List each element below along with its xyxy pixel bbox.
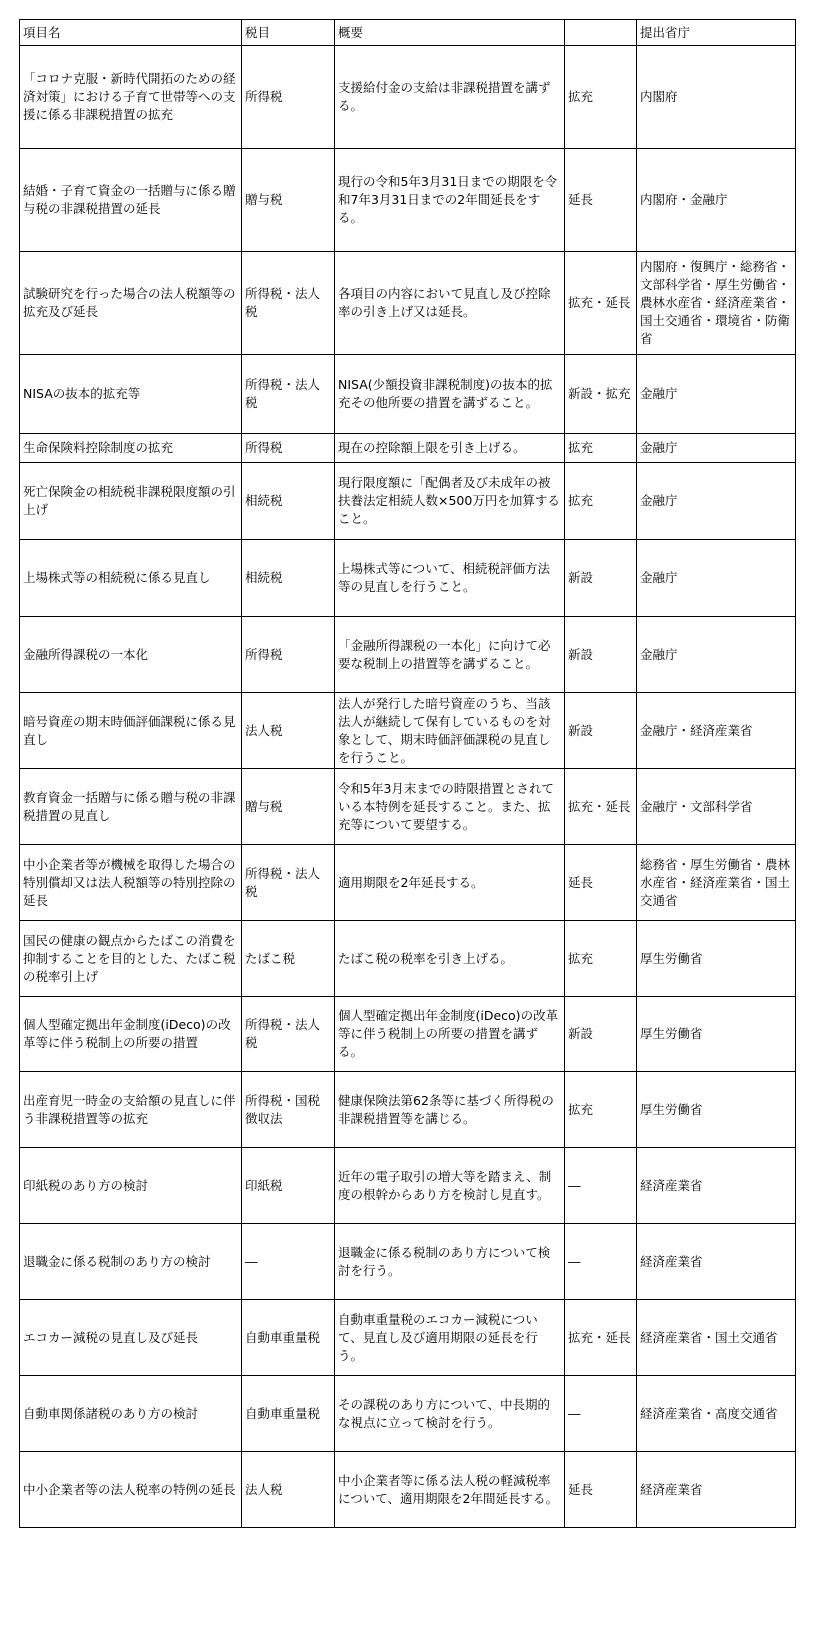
item-name-cell: 金融所得課税の一本化 (20, 617, 242, 693)
tax-type-cell: 印紙税 (242, 1148, 335, 1224)
table-row (20, 252, 796, 355)
ministry-cell: 金融庁 (637, 463, 796, 540)
item-name-cell: 上場株式等の相続税に係る見直し (20, 540, 242, 617)
ministry-cell: 金融庁 (637, 540, 796, 617)
header-row (20, 20, 796, 46)
table-row (20, 1452, 796, 1528)
ministry-cell: 経済産業省・高度交通省 (637, 1376, 796, 1452)
item-name-cell: 試験研究を行った場合の法人税額等の拡充及び延長 (20, 252, 242, 355)
tax-type-cell: 所得税 (242, 434, 335, 463)
item-name-cell: エコカー減税の見直し及び延長 (20, 1300, 242, 1376)
item-name-cell: 印紙税のあり方の検討 (20, 1148, 242, 1224)
table-row (20, 617, 796, 693)
item-name-cell: 死亡保険金の相続税非課税限度額の引上げ (20, 463, 242, 540)
table-row (20, 540, 796, 617)
header-tax-type: 税目 (242, 20, 335, 46)
tax-type-cell: 贈与税 (242, 769, 335, 845)
tax-type-cell: 相続税 (242, 463, 335, 540)
summary-cell: 個人型確定拠出年金制度(iDeco)の改革等に伴う税制上の所要の措置を講ずる。 (335, 997, 565, 1072)
item-name-cell: 中小企業者等が機械を取得した場合の特別償却又は法人税額等の特別控除の延長 (20, 845, 242, 921)
ministry-cell: 金融庁 (637, 355, 796, 434)
ministry-cell: 総務省・厚生労働省・農林水産省・経済産業省・国土交通省 (637, 845, 796, 921)
header-category (565, 20, 637, 46)
tax-type-cell: 所得税 (242, 617, 335, 693)
summary-cell: その課税のあり方について、中長期的な視点に立って検討を行う。 (335, 1376, 565, 1452)
category-cell: 延長 (565, 1452, 637, 1528)
summary-cell: 各項目の内容において見直し及び控除率の引き上げ又は延長。 (335, 252, 565, 355)
item-name-cell: 退職金に係る税制のあり方の検討 (20, 1224, 242, 1300)
item-name-cell: 国民の健康の観点からたばこの消費を抑制することを目的とした、たばこ税の税率引上げ (20, 921, 242, 997)
ministry-cell: 経済産業省 (637, 1224, 796, 1300)
table-row (20, 149, 796, 252)
header-item-name: 項目名 (20, 20, 242, 46)
summary-cell: 法人が発行した暗号資産のうち、当該法人が継続して保有しているものを対象として、期末時価評価課税の見直しを行うこと。 (335, 693, 565, 769)
table-row (20, 769, 796, 845)
category-cell: ― (565, 1224, 637, 1300)
ministry-cell: 内閣府 (637, 46, 796, 149)
summary-cell: 現在の控除額上限を引き上げる。 (335, 434, 565, 463)
ministry-cell: 経済産業省 (637, 1452, 796, 1528)
table-row (20, 1376, 796, 1452)
category-cell: 新設 (565, 617, 637, 693)
tax-type-cell: 所得税・法人税 (242, 355, 335, 434)
ministry-cell: 経済産業省 (637, 1148, 796, 1224)
ministry-cell: 金融庁 (637, 434, 796, 463)
summary-cell: 支援給付金の支給は非課税措置を講ずる。 (335, 46, 565, 149)
item-name-cell: 暗号資産の期末時価評価課税に係る見直し (20, 693, 242, 769)
table-row (20, 1224, 796, 1300)
category-cell: 拡充・延長 (565, 1300, 637, 1376)
tax-type-cell: 相続税 (242, 540, 335, 617)
category-cell: 延長 (565, 149, 637, 252)
table-row (20, 46, 796, 149)
tax-type-cell: 贈与税 (242, 149, 335, 252)
item-name-cell: NISAの抜本的拡充等 (20, 355, 242, 434)
tax-type-cell: たばこ税 (242, 921, 335, 997)
summary-cell: 適用期限を2年延長する。 (335, 845, 565, 921)
category-cell: 新設 (565, 693, 637, 769)
summary-cell: 令和5年3月末までの時限措置とされている本特例を延長すること。また、拡充等について要望する。 (335, 769, 565, 845)
summary-cell: 中小企業者等に係る法人税の軽減税率について、適用期限を2年間延長する。 (335, 1452, 565, 1528)
tax-type-cell: 所得税・法人税 (242, 997, 335, 1072)
category-cell: 拡充 (565, 434, 637, 463)
table-row (20, 1148, 796, 1224)
ministry-cell: 内閣府・金融庁 (637, 149, 796, 252)
tax-type-cell: 法人税 (242, 693, 335, 769)
item-name-cell: 生命保険料控除制度の拡充 (20, 434, 242, 463)
category-cell: 拡充 (565, 463, 637, 540)
table-row (20, 463, 796, 540)
table-row (20, 693, 796, 769)
item-name-cell: 自動車関係諸税のあり方の検討 (20, 1376, 242, 1452)
summary-cell: 退職金に係る税制のあり方について検討を行う。 (335, 1224, 565, 1300)
ministry-cell: 内閣府・復興庁・総務省・文部科学省・厚生労働省・農林水産省・経済産業省・国土交通省・環境省・防衛省 (637, 252, 796, 355)
table-row (20, 1072, 796, 1148)
tax-request-table (19, 19, 796, 1528)
item-name-cell: 個人型確定拠出年金制度(iDeco)の改革等に伴う税制上の所要の措置 (20, 997, 242, 1072)
item-name-cell: 中小企業者等の法人税率の特例の延長 (20, 1452, 242, 1528)
category-cell: 新設・拡充 (565, 355, 637, 434)
summary-cell: NISA(少額投資非課税制度)の抜本的拡充その他所要の措置を講ずること。 (335, 355, 565, 434)
ministry-cell: 厚生労働省 (637, 921, 796, 997)
summary-cell: 現行の令和5年3月31日までの期限を令和7年3月31日までの2年間延長をする。 (335, 149, 565, 252)
summary-cell: 自動車重量税のエコカー減税について、見直し及び適用期限の延長を行う。 (335, 1300, 565, 1376)
tax-type-cell: ― (242, 1224, 335, 1300)
category-cell: 拡充 (565, 46, 637, 149)
item-name-cell: 出産育児一時金の支給額の見直しに伴う非課税措置等の拡充 (20, 1072, 242, 1148)
tax-type-cell: 所得税 (242, 46, 335, 149)
summary-cell: たばこ税の税率を引き上げる。 (335, 921, 565, 997)
category-cell: 新設 (565, 540, 637, 617)
table-row (20, 921, 796, 997)
table-row (20, 1300, 796, 1376)
ministry-cell: 金融庁・経済産業省 (637, 693, 796, 769)
category-cell: ― (565, 1376, 637, 1452)
category-cell: ― (565, 1148, 637, 1224)
summary-cell: 健康保険法第62条等に基づく所得税の非課税措置等を講じる。 (335, 1072, 565, 1148)
summary-cell: 「金融所得課税の一本化」に向けて必要な税制上の措置等を講ずること。 (335, 617, 565, 693)
ministry-cell: 厚生労働省 (637, 997, 796, 1072)
summary-cell: 上場株式等について、相続税評価方法等の見直しを行うこと。 (335, 540, 565, 617)
tax-type-cell: 自動車重量税 (242, 1300, 335, 1376)
category-cell: 拡充 (565, 921, 637, 997)
table-row (20, 434, 796, 463)
tax-type-cell: 法人税 (242, 1452, 335, 1528)
category-cell: 拡充 (565, 1072, 637, 1148)
category-cell: 新設 (565, 997, 637, 1072)
ministry-cell: 金融庁・文部科学省 (637, 769, 796, 845)
category-cell: 拡充・延長 (565, 252, 637, 355)
table-row (20, 355, 796, 434)
ministry-cell: 厚生労働省 (637, 1072, 796, 1148)
category-cell: 延長 (565, 845, 637, 921)
table-row (20, 997, 796, 1072)
ministry-cell: 金融庁 (637, 617, 796, 693)
tax-type-cell: 所得税・法人税 (242, 845, 335, 921)
category-cell: 拡充・延長 (565, 769, 637, 845)
item-name-cell: 教育資金一括贈与に係る贈与税の非課税措置の見直し (20, 769, 242, 845)
header-summary: 概要 (335, 20, 565, 46)
header-ministry: 提出省庁 (637, 20, 796, 46)
ministry-cell: 経済産業省・国土交通省 (637, 1300, 796, 1376)
summary-cell: 現行限度額に「配偶者及び未成年の被扶養法定相続人数×500万円を加算すること。 (335, 463, 565, 540)
tax-type-cell: 所得税・法人税 (242, 252, 335, 355)
item-name-cell: 「コロナ克服・新時代開拓のための経済対策」における子育て世帯等への支援に係る非課税措置の拡充 (20, 46, 242, 149)
tax-type-cell: 所得税・国税徴収法 (242, 1072, 335, 1148)
item-name-cell: 結婚・子育て資金の一括贈与に係る贈与税の非課税措置の延長 (20, 149, 242, 252)
table-row (20, 845, 796, 921)
tax-type-cell: 自動車重量税 (242, 1376, 335, 1452)
summary-cell: 近年の電子取引の増大等を踏まえ、制度の根幹からあり方を検討し見直す。 (335, 1148, 565, 1224)
